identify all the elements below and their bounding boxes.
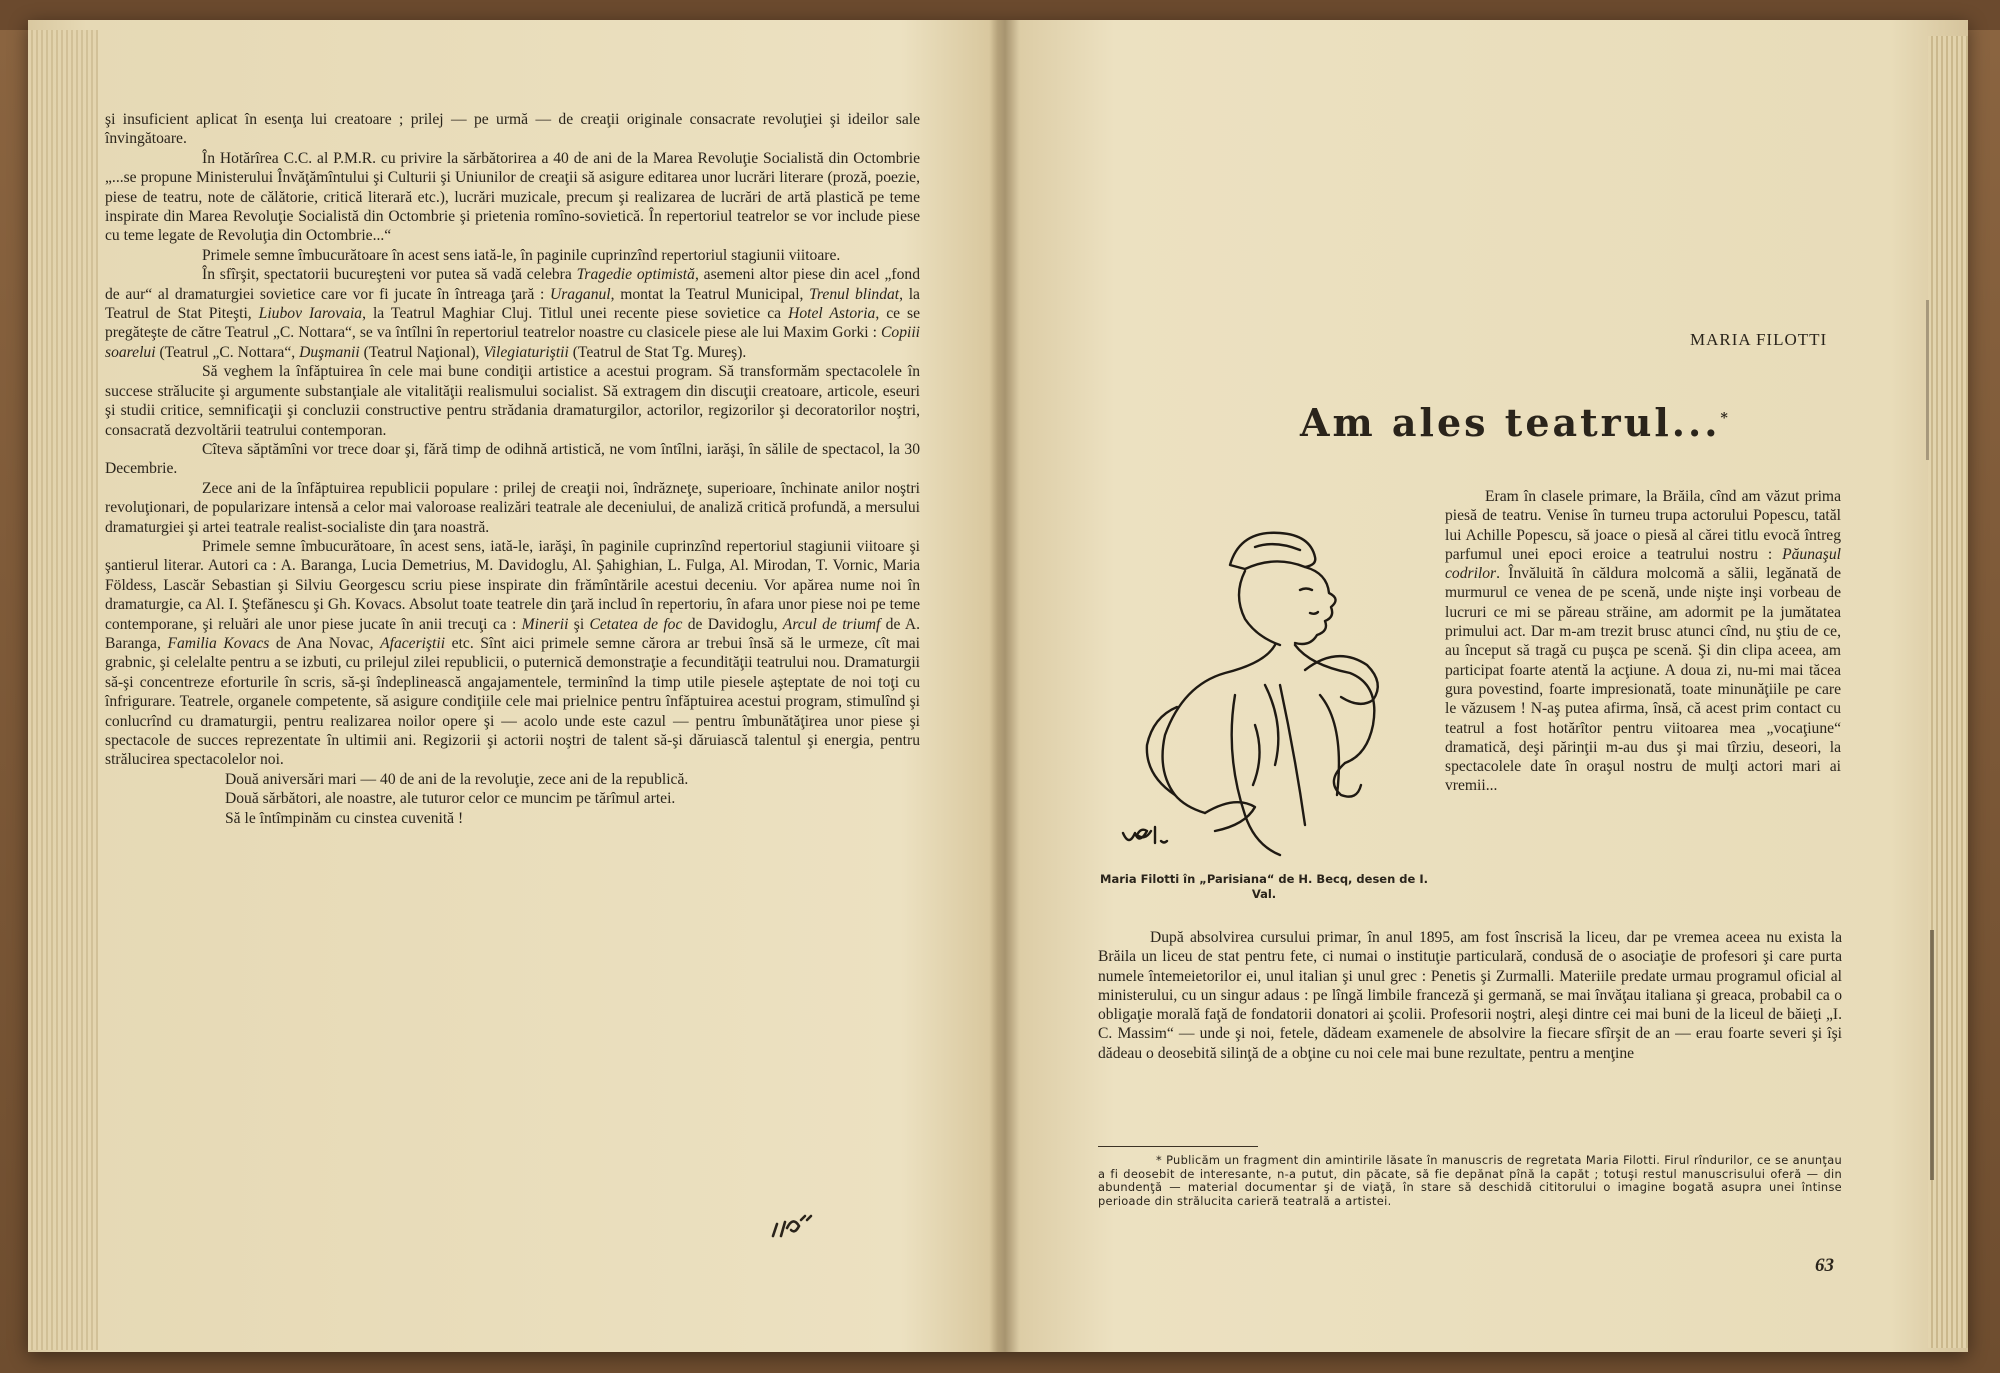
left-page-paragraph: Primele semne îmbucurătoare în acest sens iată-le, în paginile cuprinzînd repertoriul stagiunii viitoare. [202,246,841,264]
footnote-divider [1098,1146,1258,1147]
footnote [1098,1154,1842,1208]
margin-pencil-mark-2 [1926,300,1929,460]
left-page-paragraph: Să veghem la înfăptuirea în cele mai bune condiţii artistice a acestui program. Să transformăm spectacolele în succese strălucite şi argumente substanţiale ale vitalităţii realismului socialist. Să extragem din discuţii creatoare, articole, eseuri şi studii critice, semnificaţii şi concluzii constructive pentru strădania dramaturgilor, actorilor, regizorilor şi decoratorilor noştri, consacrată dezvoltării teatrului contemporan. [105,363,920,439]
portrait-sketch-drawing [1105,495,1445,865]
left-page-paragraph: Două sărbători, ale noastre, ale tuturor celor ce muncim pe tărîmul artei. [225,790,676,808]
article-body-text [1098,928,1842,1063]
left-page-edges [28,30,98,1350]
margin-pencil-mark [1930,930,1934,1180]
right-page-edges [1928,36,1968,1348]
left-page-paragraph: Primele semne îmbucurătoare, în acest sens, iată-le, iarăşi, în paginile cuprinzînd repertoriul stagiunii viitoare şi şantierul literar. Autori ca : A. Baranga, Lucia Demetrius, M. Davidoglu, Al. Şahighian, L. Fulga, Al. Mirodan, T. Vornic, Maria Földess, Lascăr Sebastian şi Silviu Georgescu scriu piese inspirate din frămîntările acestui deceniu. Vor apărea nume noi în dramaturgie, ca Al. I. Ştefănescu şi Gh. Kovacs. Absolut toate teatrele din ţară includ în repertoriu, în afara unor piese noi pe teme contemporane, şi reluări ale unor piese jucate în anii trecuţi ca : Minerii şi Cetatea de foc de Davidoglu, Arcul de triumf de A. Baranga, Familia Kovacs de Ana Novac, Afaceriştii etc. Sînt aici primele semne cărora ar trebui însă să le urmeze, cît mai grabnic, şi celelalte pentru a se izbuti, cu prilejul zilei republicii, o puternică demonstraţie a fecundităţii teatrului nou. Dramaturgii să-şi concentreze eforturile în scris, să-şi îndeplinească angajamentele, terminînd la timp utile piesele aşteptate de noi toţi cu înfrigurare. Teatrele, organele competente, să asigure condiţiile cele mai prielnice pentru înfăptuirea acestui program, stimulînd şi conlucrînd cu dramaturgii, pentru realizarea noilor opere şi — acolo unde este cazul — pentru îmbunătăţirea unor piese şi spectacole de succes reprezentate în ultimii ani. Regizorii şi actorii noştri de talent să-şi dăruiască talentul şi energia, pentru strălucirea spectacolelor noi. [105,537,920,769]
left-page-paragraph: şi insuficient aplicat în esenţa lui creatoare ; prilej — pe urmă — de creaţii originale consacrate revoluţiei şi ideilor sale învingătoare. [105,111,920,148]
book-gutter [990,20,1020,1352]
article-author: MARIA FILOTTI [1690,330,1828,349]
left-page-paragraph: În Hotărîrea C.C. al P.M.R. cu privire la sărbătorirea a 40 de ani de la Marea Revoluţie Socialistă din Octombrie „...se propune Ministerului Învăţămîntului şi Culturii şi Uniunilor de creaţii să asigure editarea unor lucrări literare (proză, poezie, piese de teatru, note de călătorie, critică literară etc.), lucrări muzicale, precum şi realizarea de lucrări de artă plastică pe teme inspirate din Marea Revoluţie Socialistă din Octombrie şi prietenia romîno-sovietică. În repertoriul teatrelor se vor include piese cu teme legate de Revoluţia din Octombrie...“ [105,149,920,245]
drawing-caption: Maria Filotti în „Parisiana“ de H. Becq, desen de I. Val. [1100,872,1428,901]
left-page-paragraph: Două aniversări mari — 40 de ani de la revoluţie, zece ani de la republică. [225,770,689,788]
left-page-paragraph: Zece ani de la înfăptuirea republicii populare : prilej de creaţii noi, îndrăzneţe, superioare, închinate anilor noştri revoluţionari, de popularizare intensă a celor mai valoroase realizări teatrale ale deceniului, de analiză critică profundă, a mersului dramaturgiei şi artei teatrale realist-socialiste din ţara noastră. [105,479,920,536]
article-column-text [1445,487,1841,796]
left-page-paragraph: Cîteva săptămîni vor trece doar şi, fără timp de odihnă artistică, ne vom întîlni, iarăşi, în sălile de spectacol, la 30 Decembrie. [105,440,920,478]
left-page-paragraph: Să le întîmpinăm cu cinstea cuvenită ! [225,809,464,827]
footnote-text: * Publicăm un fragment din amintirile lăsate în manuscris de regretata Maria Filotti. Firul rîndurilor, ce se anunţau a fi deosebit de interesante, n-a putut, din păcate, să fie depănat pînă la capăt ; totuşi restul manuscrisului oferă — din abundenţă — material documentar şi de viaţă, în stare să deschidă cititorului o imagine bogată asupra unei întinse perioade din strălucita carieră teatrală a artistei. [1098,1153,1842,1208]
article-title-text: Am ales teatrul... [1300,400,1721,445]
page-number: 63 [1815,1255,1834,1276]
editorial-signature-mark [765,1210,825,1240]
left-page-text [105,110,920,828]
article-column-paragraph: Eram în clasele primare, la Brăila, cînd am văzut prima piesă de teatru. Venise în turneu trupa actorului Popescu, tatăl lui Achille Popescu, să joace o piesă al cărei titlu evocă întreg parfumul unei epoci eroice a teatrului nostru : Păunaşul codrilor. Învăluită în căldura molcomă a sălii, legănată de murmurul ce venea de pe scenă, unde nişte inşi vorbeau de lucruri ce mi se păreau străine, am adormit pe la jumătatea primului act. Dar m-am trezit brusc atunci cînd, nu ştiu de ce, au început să tragă cu puşca pe scenă. Şi din clipa aceea, am participat foarte atentă la acţiune. A doua zi, nu-mi mai tăcea gura povestind, foarte impresionată, toate minunăţiile pe care le văzusem ! N-aş putea afirma, însă, că acest prim contact cu teatrul a fost hotărîtor pentru viitoarea mea „vocaţiune“ dramatică, deşi părinţii m-au dus şi mai tîrziu, deseori, la spectacolele date în oraşul nostru de mulţi actori mari ai vremii... [1445,488,1841,795]
article-body-paragraph: După absolvirea cursului primar, în anul 1895, am fost înscrisă la liceu, dar pe vremea aceea nu exista la Brăila un liceu de stat pentru fete, ci numai o instituţie particulară, condusă de o asociaţie de profesori şi care purta numele întemeietorilor ei, unul italian şi unul grec : Penetis şi Zurmalli. Materiile predate urmau programul oficial al ministerului, cu un singur adaus : pe lîngă limbile franceză şi germană, se mai învăţau italiana şi greaca, probabil ca o obligaţie morală faţă de fondatorii donatori ai şcolii. Profesorii noştri, aleşi dintre cei mai buni de la liceul de băieţi „I. C. Massim“ — unde şi noi, fetele, dădeam examenele de absolvire la fiecare sfîrşit de an — erau foarte severi şi îşi dădeau o deosebită silinţă de a obţine cu noi cele mai bune rezultate, pentru a menţine [1098,929,1842,1062]
left-page-paragraph: În sfîrşit, spectatorii bucureşteni vor putea să vadă celebra Tragedie optimistă, asemeni altor piese din acel „fond de aur“ al dramaturgiei sovietice care vor fi jucate în întreaga ţară : Uraganul, montat la Teatrul Municipal, Trenul blindat, la Teatrul de Stat Piteşti, Liubov Iarovaia, la Teatrul Maghiar Cluj. Titlul unei recente piese sovietice ca Hotel Astoria, ce se pregăteşte de către Teatrul „C. Nottara“, se va întîlni în repertoriul teatrelor noastre cu clasicele piese ale lui Maxim Gorki : Copiii soarelui (Teatrul „C. Nottara“, Duşmanii (Teatrul Naţional), Vilegiaturiştii (Teatrul de Stat Tg. Mureş). [105,266,920,361]
footnote-marker: * [1720,410,1731,427]
article-title [1300,400,1731,445]
